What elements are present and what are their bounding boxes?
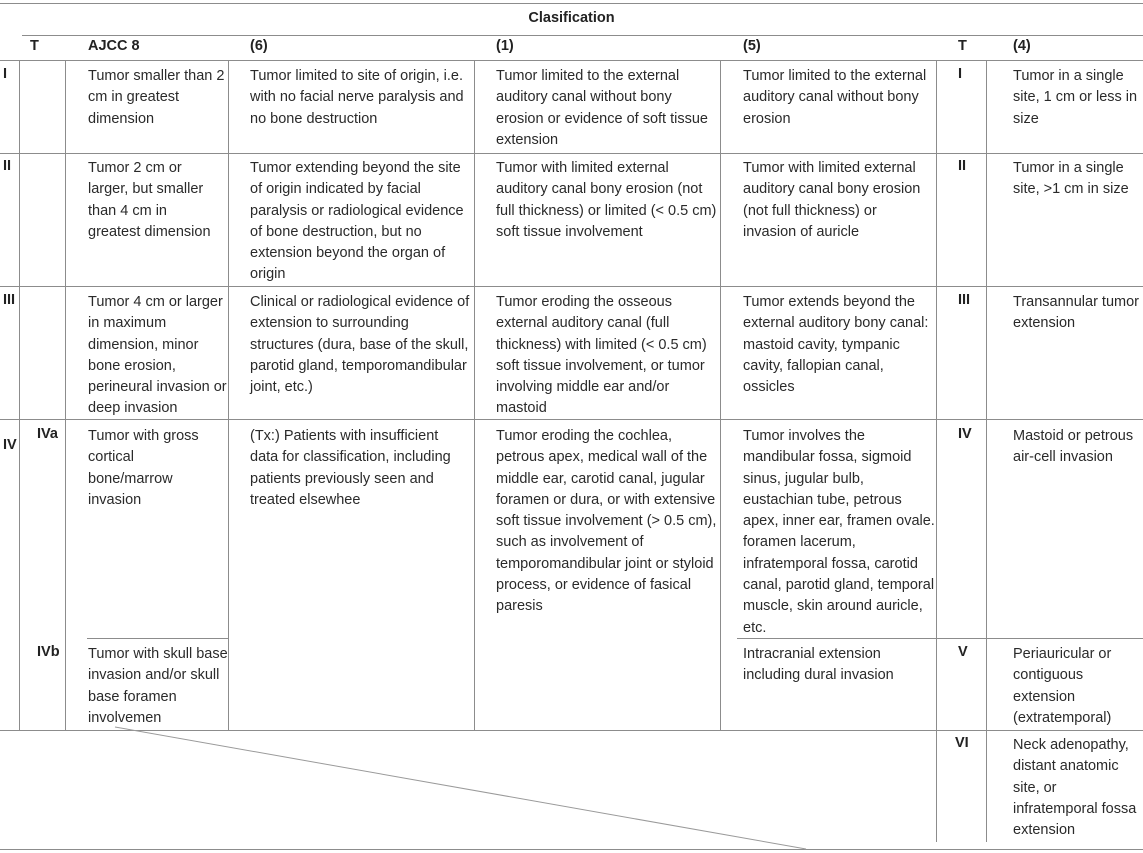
cell-ajcc-ivb: Tumor with skull base invasion and/or skull base foramen involvemen (88, 646, 228, 726)
row-label-iii: III (3, 292, 16, 308)
header-1: (1) (496, 38, 514, 54)
header-4: (4) (1013, 38, 1031, 54)
cell-4-i: Tumor in a single site, 1 cm or less in size (1013, 68, 1138, 127)
cell-5-iv: Tumor involves the mandibular fossa, sigmoid sinus, jugular bulb, eustachian tube, petrous apex, inner ear, framen ovale. foramen lacerum, infratemporal fossa, carotid canal, parotid gland, temporal muscle, skin around auricle, etc. (743, 428, 935, 636)
cell-ajcc-ii: Tumor 2 cm or larger, but smaller than 4 cm in greatest dimension (88, 160, 211, 240)
row-label-ii: II (3, 158, 12, 174)
row-label-t2-ii: II (958, 158, 967, 174)
header-5: (5) (743, 38, 761, 54)
cell-4-ii: Tumor in a single site, >1 cm in size (1013, 160, 1129, 198)
row-label-iv: IV (3, 437, 17, 453)
header-ajcc: AJCC 8 (88, 38, 140, 54)
row-label-t2-iii: III (958, 292, 971, 308)
cell-6-ii: Tumor extending beyond the site of origin indicated by facial paralysis or radiological evidence of bone destruction, but no extension beyond the organ of origin (250, 160, 464, 283)
cell-4-vi: Neck adenopathy, distant anatomic site, or infratemporal fossa extension (1013, 737, 1137, 839)
cell-5-i: Tumor limited to the external auditory canal without bony erosion (743, 68, 927, 127)
cell-6-i: Tumor limited to site of origin, i.e. with no facial nerve paralysis and no bone destruction (250, 68, 464, 127)
cell-4-iii: Transannular tumor extension (1013, 294, 1139, 332)
table-title: Clasification (528, 10, 615, 26)
cell-6-iii: Clinical or radiological evidence of extension to surrounding structures (dura, base of the skull, parotid gland, temporomandibular joint, etc.) (250, 294, 470, 396)
cell-5-iii: Tumor extends beyond the external auditory bony canal: mastoid cavity, tympanic cavity, fallopian canal, ossicles (743, 294, 929, 396)
cell-4-v: Periauricular or contiguous extension (extratemporal) (1013, 646, 1112, 726)
row-label-ivb: IVb (37, 644, 60, 660)
cell-5-ii: Tumor with limited external auditory canal bony erosion (not full thickness) or invasion of auricle (743, 160, 921, 240)
header-6: (6) (250, 38, 268, 54)
cell-1-i: Tumor limited to the external auditory canal without bony erosion or evidence of soft tissue extension (496, 68, 708, 148)
cell-5-v: Intracranial extension including dural invasion (743, 646, 894, 684)
row-label-i: I (3, 66, 8, 82)
row-label-t2-iv: IV (958, 426, 972, 442)
row-label-iva: IVa (37, 426, 58, 442)
cell-ajcc-i: Tumor smaller than 2 cm in greatest dimension (88, 68, 225, 127)
header-t2: T (958, 38, 967, 54)
row-label-t2-vi: VI (955, 735, 969, 751)
cell-4-iv: Mastoid or petrous air-cell invasion (1013, 428, 1134, 466)
cell-ajcc-iii: Tumor 4 cm or larger in maximum dimension, minor bone erosion, perineural invasion or deep invasion (88, 294, 227, 417)
cell-1-ii: Tumor with limited external auditory canal bony erosion (not full thickness) or limited (< 0.5 cm) soft tissue involvement (496, 160, 717, 240)
cell-1-iii: Tumor eroding the osseous external auditory canal (full thickness) with limited (< 0.5 cm) soft tissue involvement, or tumor involving middle ear and/or mastoid (496, 294, 707, 417)
cell-1-iv: Tumor eroding the cochlea, petrous apex, medical wall of the middle ear, carotid canal, jugular foramen or dura, or with extensive soft tissue involvement (> 0.5 cm), such as involvement of temporomandibular joint or styloid process, or evidence of fasical paresis (496, 428, 717, 615)
cell-6-iv: (Tx:) Patients with insufficient data for classification, including patients previously seen and treated elsewhee (250, 428, 451, 508)
cell-ajcc-iva: Tumor with gross cortical bone/marrow invasion (88, 428, 199, 508)
row-label-t2-i: I (958, 66, 963, 82)
header-t: T (30, 38, 39, 54)
row-label-t2-v: V (958, 644, 968, 660)
